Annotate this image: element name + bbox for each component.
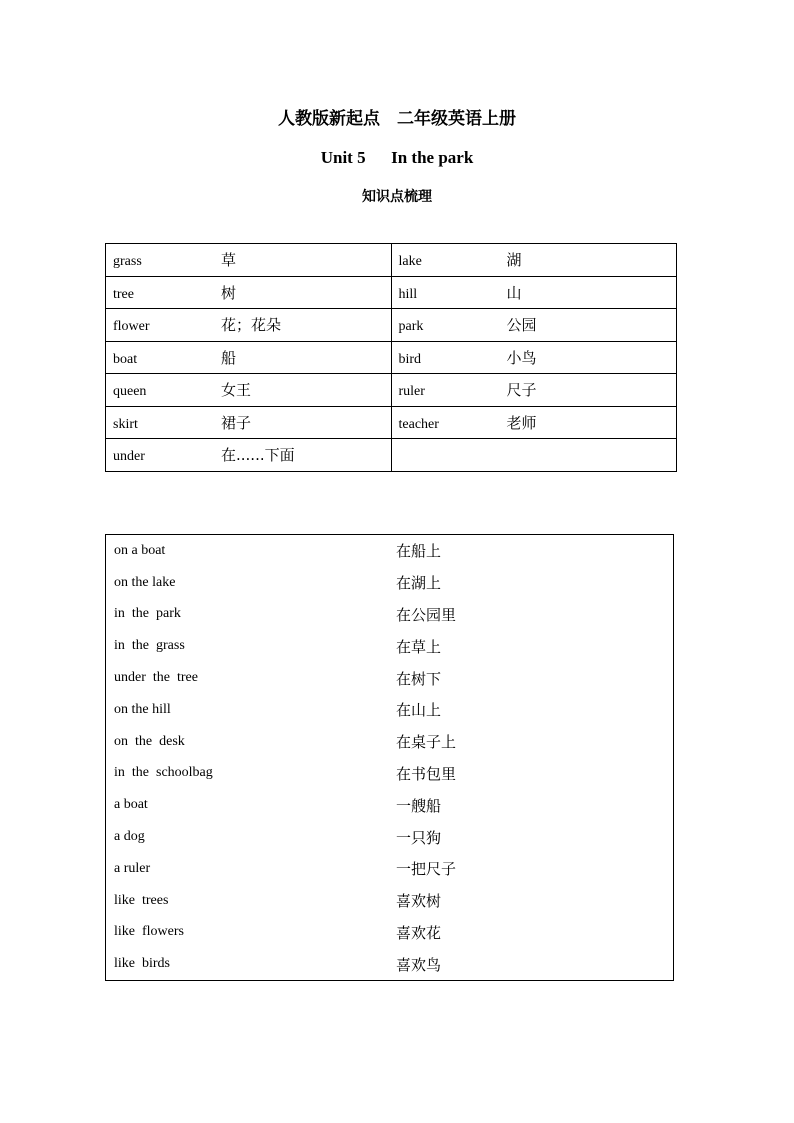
phrase-english: a ruler <box>114 860 151 876</box>
vocab-english: grass <box>113 254 142 270</box>
phrase-chinese: 一只狗 <box>396 828 442 847</box>
phrase-row <box>106 599 674 631</box>
phrase-chinese: 在公园里 <box>396 605 457 624</box>
vocab-english: park <box>398 319 424 335</box>
phrase-row <box>106 694 674 726</box>
vocab-cell <box>391 244 677 277</box>
phrase-chinese: 在桌子上 <box>396 733 457 752</box>
vocab-cell <box>106 406 392 439</box>
phrase-row <box>106 726 674 758</box>
phrase-row <box>106 885 674 917</box>
vocab-row <box>106 341 677 374</box>
phrase-english: on the hill <box>114 701 171 717</box>
vocab-chinese: 公园 <box>506 316 537 335</box>
vocab-english: lake <box>398 254 422 270</box>
phrase-english: a dog <box>114 829 145 845</box>
vocab-chinese: 湖 <box>506 251 522 270</box>
vocab-english: teacher <box>398 416 439 432</box>
phrase-english: on the desk <box>114 733 185 749</box>
phrase-english: on the lake <box>114 574 176 590</box>
vocab-cell <box>106 244 392 277</box>
vocab-chinese: 花；花朵 <box>221 316 282 335</box>
phrase-chinese: 喜欢花 <box>396 923 442 942</box>
vocab-chinese: 小鸟 <box>506 348 537 367</box>
vocab-english: tree <box>113 286 134 302</box>
vocab-cell <box>391 439 677 472</box>
vocab-chinese: 树 <box>221 283 237 302</box>
phrase-row <box>106 789 674 821</box>
vocab-chinese: 裙子 <box>221 413 252 432</box>
vocab-english: flower <box>113 319 150 335</box>
phrase-chinese: 一艘船 <box>396 796 442 815</box>
phrase-chinese: 在草上 <box>396 637 442 656</box>
phrase-row <box>106 948 674 980</box>
vocab-cell <box>106 374 392 407</box>
vocab-cell <box>106 276 392 309</box>
vocab-row <box>106 406 677 439</box>
phrase-english: in the park <box>114 606 181 622</box>
vocab-english: ruler <box>398 384 425 400</box>
vocab-cell <box>106 309 392 342</box>
vocab-cell <box>106 341 392 374</box>
phrase-chinese: 喜欢树 <box>396 892 442 911</box>
vocab-english: hill <box>398 286 418 302</box>
vocab-chinese: 尺子 <box>506 381 537 400</box>
phrase-english: like trees <box>114 892 169 908</box>
phrase-row <box>106 630 674 662</box>
vocab-cell <box>391 309 677 342</box>
vocab-row <box>106 374 677 407</box>
phrase-chinese: 在树下 <box>396 669 442 688</box>
vocab-chinese: 女王 <box>221 381 252 400</box>
phrase-row <box>106 917 674 949</box>
phrase-english: in the schoolbag <box>114 765 213 781</box>
vocab-cell <box>391 374 677 407</box>
vocab-cell <box>106 439 392 472</box>
vocab-chinese: 在......下面 <box>221 446 295 465</box>
vocab-cell <box>391 341 677 374</box>
vocab-cell <box>391 276 677 309</box>
unit-title: Unit 5 In the park <box>320 148 474 167</box>
vocab-chinese: 老师 <box>506 413 537 432</box>
vocab-chinese: 山 <box>506 283 522 302</box>
phrase-chinese: 喜欢鸟 <box>396 955 442 974</box>
phrase-english: on a boat <box>114 542 166 558</box>
vocab-chinese: 船 <box>221 348 237 367</box>
phrase-english: under the tree <box>114 670 198 686</box>
phrase-chinese: 一把尺子 <box>396 860 457 879</box>
vocab-english: skirt <box>113 416 138 432</box>
phrase-english: in the grass <box>114 638 185 654</box>
phrase-row <box>106 662 674 694</box>
phrase-chinese: 在船上 <box>396 542 442 561</box>
vocab-cell <box>391 406 677 439</box>
vocab-row <box>106 309 677 342</box>
vocab-english: under <box>113 449 145 465</box>
phrase-row <box>106 535 674 567</box>
phrase-english: a boat <box>114 797 148 813</box>
vocabulary-table <box>105 243 677 472</box>
vocab-english: bird <box>398 351 422 367</box>
phrase-english: like flowers <box>114 924 184 940</box>
vocab-row <box>106 439 677 472</box>
phrase-chinese: 在书包里 <box>396 764 457 783</box>
phrase-chinese: 在山上 <box>396 701 442 720</box>
vocab-row <box>106 276 677 309</box>
phrase-row <box>106 567 674 599</box>
vocab-english: boat <box>113 351 138 367</box>
vocab-chinese: 草 <box>221 251 237 270</box>
vocab-english: queen <box>113 384 147 400</box>
phrases-table <box>105 534 674 981</box>
section-subtitle: 知识点梳理 <box>362 189 432 205</box>
phrase-english: like birds <box>114 956 170 972</box>
phrase-chinese: 在湖上 <box>396 574 442 593</box>
document-title: 人教版新起点 二年级英语上册 <box>278 109 516 129</box>
phrase-row <box>106 758 674 790</box>
phrase-row <box>106 853 674 885</box>
vocab-row <box>106 244 677 277</box>
phrase-row <box>106 821 674 853</box>
